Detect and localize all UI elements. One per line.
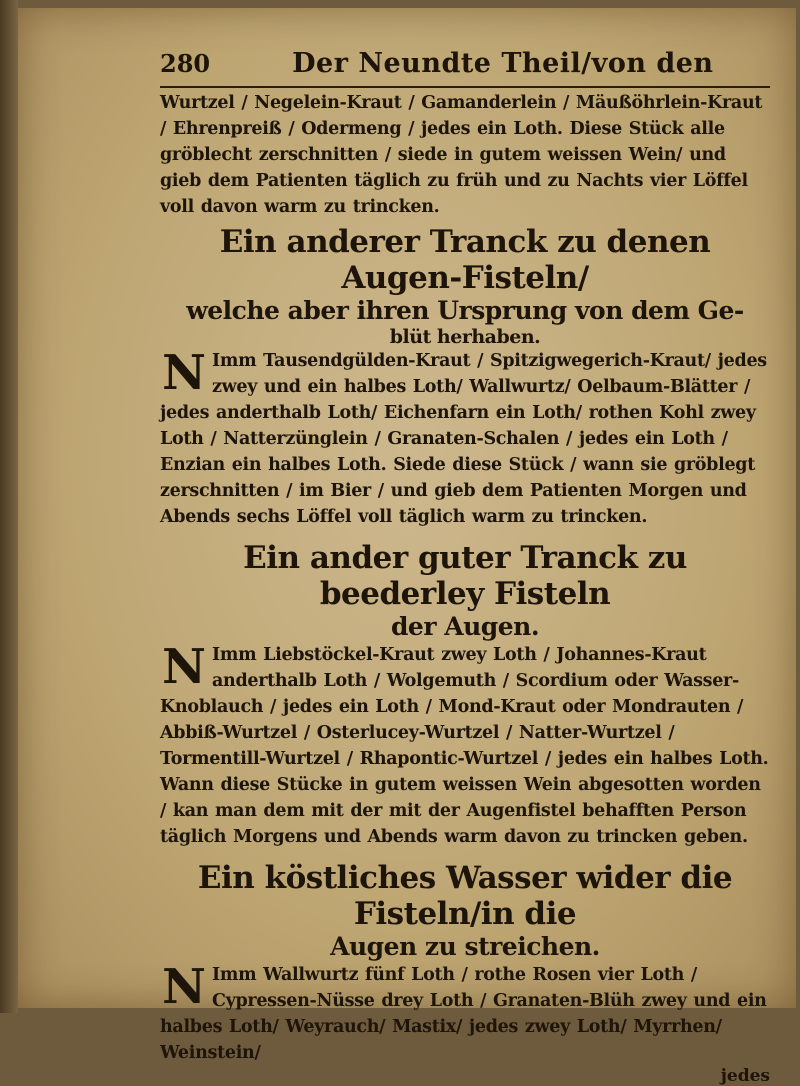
running-head	[160, 48, 770, 88]
recipe-3-text: Imm Wallwurtz fünf Loth / rothe Rosen vier Loth / Cypressen-Nüsse drey Loth / Granaten-Blüh zwey und ein halbes Loth/ Weyrauch/ Mastix/ jedes zwey Loth/ Myrrhen/ Weinstein/	[160, 965, 767, 1063]
page-content	[160, 48, 770, 1086]
recipe-3	[160, 959, 770, 1066]
catchword: jedes	[720, 1066, 770, 1086]
book-gutter	[0, 0, 18, 1013]
drop-initial-2: N	[162, 639, 206, 695]
section-heading-1-line1: Ein anderer Tranck zu denen Augen-Fisteln/	[219, 224, 711, 296]
section-heading-1-line2: welche aber ihren Ursprung von dem Ge-	[186, 296, 744, 325]
page-number: 280	[160, 49, 211, 78]
section-heading-3	[160, 860, 770, 962]
section-heading-1	[160, 224, 770, 348]
recipe-2-text: Imm Liebstöckel-Kraut zwey Loth / Johannes-Kraut anderthalb Loth / Wolgemuth / Scordium oder Wasser-Knoblauch / jedes ein Loth / Mond-Kraut oder Mondrauten / Abbiß-Wurtzel / Osterlucey-Wurtzel / Natter-Wurtzel / Tormentill-Wurtzel / Rhapontic-Wurtzel / jedes ein halbes Loth. Wann diese Stücke in gutem weissen Wein abgesotten worden / kan man dem mit der mit der Augenfistel behafften Person täglich Morgens und Abends warm davon zu trincken geben.	[160, 645, 769, 847]
recipe-1	[160, 345, 770, 530]
section-heading-2	[160, 540, 770, 642]
recipe-1-text: Imm Tausendgülden-Kraut / Spitzigwegerich-Kraut/ jedes zwey und ein halbes Loth/ Wallwurtz/ Oelbaum-Blätter / jedes anderthalb Loth/ Eichenfarn ein Loth/ rothen Kohl zwey Loth / Natterzünglein / Granaten-Schalen / jedes ein Loth / Enzian ein halbes Loth. Siede diese Stück / wann sie gröblegt zerschnitten / im Bier / und gieb dem Patienten Morgen und Abends sechs Löffel voll täglich warm zu trincken.	[160, 351, 767, 527]
book-page	[18, 8, 796, 1086]
running-title: Der Neundte Theil/von den	[292, 48, 714, 79]
section-heading-3-line2: Augen zu streichen.	[330, 932, 600, 961]
drop-initial-3: N	[162, 959, 206, 1015]
section-heading-2-line2: der Augen.	[390, 612, 540, 641]
section-heading-3-line1: Ein köstliches Wasser wider die Fisteln/in die	[197, 860, 733, 932]
section-heading-1-line3: blüt herhaben.	[389, 326, 541, 348]
section-heading-2-line1: Ein ander guter Tranck zu beederley Fisteln	[243, 540, 687, 612]
recipe-2	[160, 639, 770, 850]
drop-initial-1: N	[162, 345, 206, 401]
intro-paragraph: Wurtzel / Negelein-Kraut / Gamanderlein / Mäußöhrlein-Kraut / Ehrenpreiß / Odermeng / jedes ein Loth. Diese Stück alle gröblecht zerschnitten / siede in gutem weissen Wein/ und gieb dem Patienten täglich zu früh und zu Nachts vier Löffel voll davon warm zu trincken.	[160, 93, 763, 217]
